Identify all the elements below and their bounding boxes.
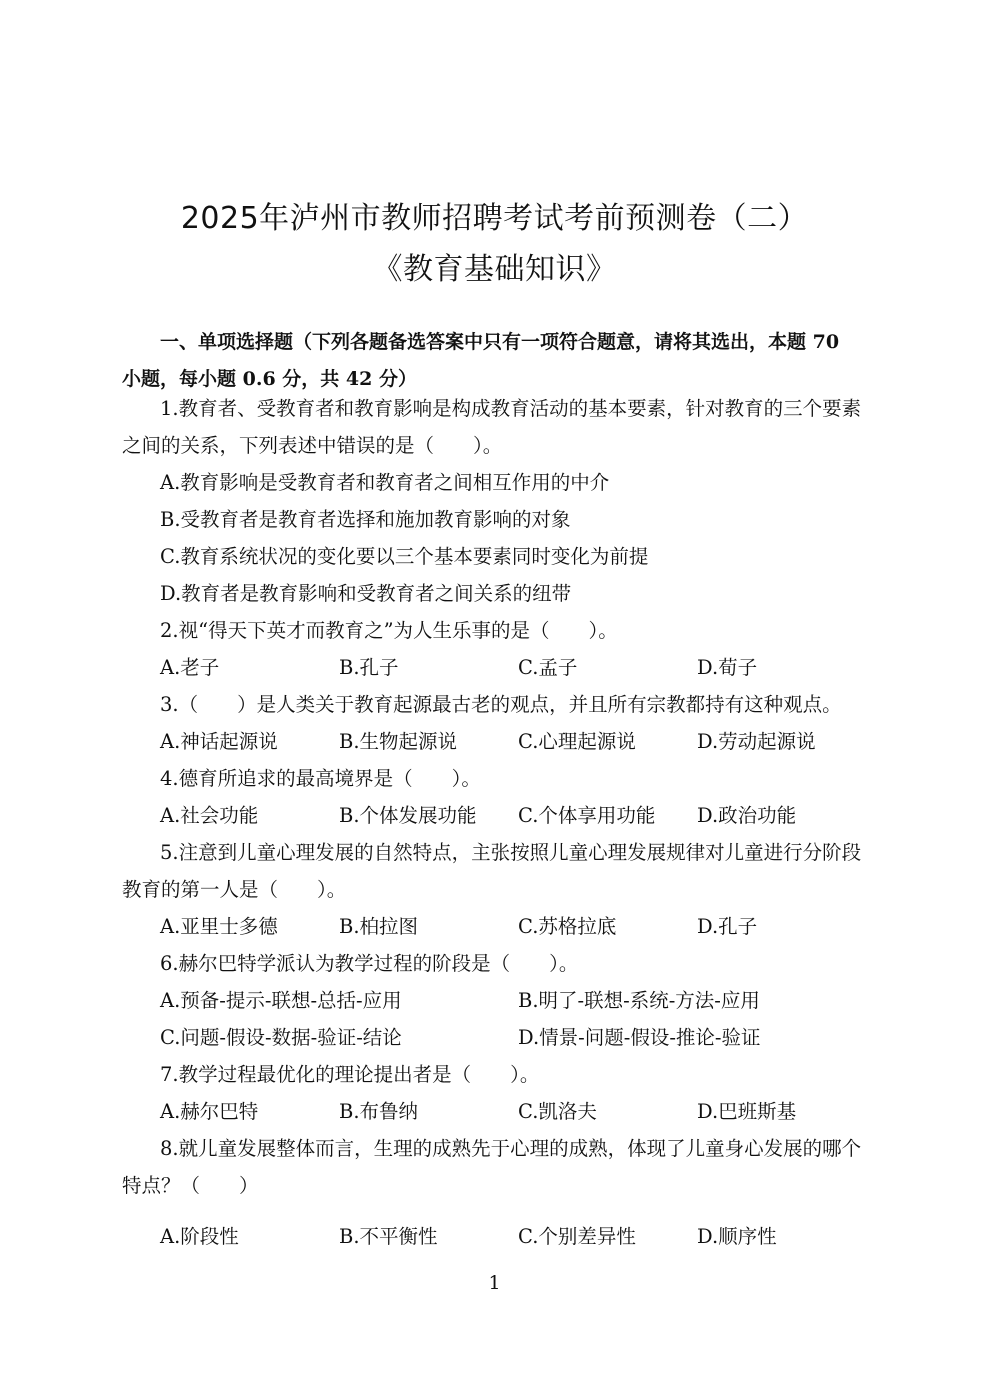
question-5-option-b: B.柏拉图 xyxy=(339,915,419,938)
section-heading-cont: 小题，每小题 0.6 分，共 42 分） xyxy=(122,368,417,390)
question-6-option-c: C.问题-假设-数据-验证-结论 xyxy=(160,1026,402,1049)
question-5-option-a: A.亚里士多德 xyxy=(160,915,278,938)
question-2-stem: 2.视“得天下英才而教育之”为人生乐事的是（ ）。 xyxy=(160,619,618,642)
section-heading: 一、单项选择题（下列各题备选答案中只有一项符合题意，请将其选出，本题 70 xyxy=(160,331,840,353)
question-6-option-b: B.明了-联想-系统-方法-应用 xyxy=(518,989,760,1012)
question-5-stem: 5.注意到儿童心理发展的自然特点，主张按照儿童心理发展规律对儿童进行分阶段 xyxy=(160,841,862,864)
question-4-option-c: C.个体享用功能 xyxy=(518,804,656,827)
question-3-option-b: B.生物起源说 xyxy=(339,730,458,753)
page-title: 2025年泸州市教师招聘考试考前预测卷（二） xyxy=(180,201,809,236)
question-1-option-b: B.受教育者是教育者选择和施加教育影响的对象 xyxy=(160,508,571,531)
question-7-option-b: B.布鲁纳 xyxy=(339,1100,419,1123)
question-4-stem: 4.德育所追求的最高境界是（ ）。 xyxy=(160,767,481,790)
question-7-option-a: A.赫尔巴特 xyxy=(160,1100,259,1123)
page-subtitle: 《教育基础知识》 xyxy=(372,252,617,287)
question-6-stem: 6.赫尔巴特学派认为教学过程的阶段是（ ）。 xyxy=(160,952,579,975)
question-1-option-d: D.教育者是教育影响和受教育者之间关系的纽带 xyxy=(160,582,572,605)
question-8-stem: 8.就儿童发展整体而言，生理的成熟先于心理的成熟，体现了儿童身心发展的哪个 xyxy=(160,1137,862,1160)
question-5-option-c: C.苏格拉底 xyxy=(518,915,617,938)
question-1-option-c: C.教育系统状况的变化要以三个基本要素同时变化为前提 xyxy=(160,545,649,568)
question-4-option-b: B.个体发展功能 xyxy=(339,804,477,827)
question-3-option-c: C.心理起源说 xyxy=(518,730,636,753)
question-1-stem-cont: 之间的关系，下列表述中错误的是（ ）。 xyxy=(122,434,503,457)
question-8-option-a: A.阶段性 xyxy=(160,1225,239,1248)
question-4-option-a: A.社会功能 xyxy=(160,804,259,827)
question-3-option-a: A.神话起源说 xyxy=(160,730,278,753)
question-8-stem-cont: 特点？（ ） xyxy=(122,1174,259,1197)
question-7-stem: 7.教学过程最优化的理论提出者是（ ）。 xyxy=(160,1063,540,1086)
question-2-option-c: C.孟子 xyxy=(518,656,578,679)
question-8-option-d: D.顺序性 xyxy=(697,1225,777,1248)
question-6-option-a: A.预备-提示-联想-总括-应用 xyxy=(160,989,402,1012)
question-8-option-b: B.不平衡性 xyxy=(339,1225,438,1248)
question-7-option-d: D.巴班斯基 xyxy=(697,1100,797,1123)
question-8-option-c: C.个别差异性 xyxy=(518,1225,636,1248)
question-6-option-d: D.情景-问题-假设-推论-验证 xyxy=(518,1026,761,1049)
question-7-option-c: C.凯洛夫 xyxy=(518,1100,597,1123)
question-2-option-a: A.老子 xyxy=(160,656,220,679)
question-1-option-a: A.教育影响是受教育者和教育者之间相互作用的中介 xyxy=(160,471,610,494)
question-3-stem: 3.（ ）是人类关于教育起源最古老的观点，并且所有宗教都持有这种观点。 xyxy=(160,693,842,716)
question-2-option-d: D.荀子 xyxy=(697,656,758,679)
question-5-stem-cont: 教育的第一人是（ ）。 xyxy=(122,878,347,901)
page-number: 1 xyxy=(488,1272,501,1294)
question-3-option-d: D.劳动起源说 xyxy=(697,730,816,753)
question-1-stem: 1.教育者、受教育者和教育影响是构成教育活动的基本要素，针对教育的三个要素 xyxy=(160,397,862,420)
question-5-option-d: D.孔子 xyxy=(697,915,758,938)
question-2-option-b: B.孔子 xyxy=(339,656,399,679)
question-4-option-d: D.政治功能 xyxy=(697,804,797,827)
